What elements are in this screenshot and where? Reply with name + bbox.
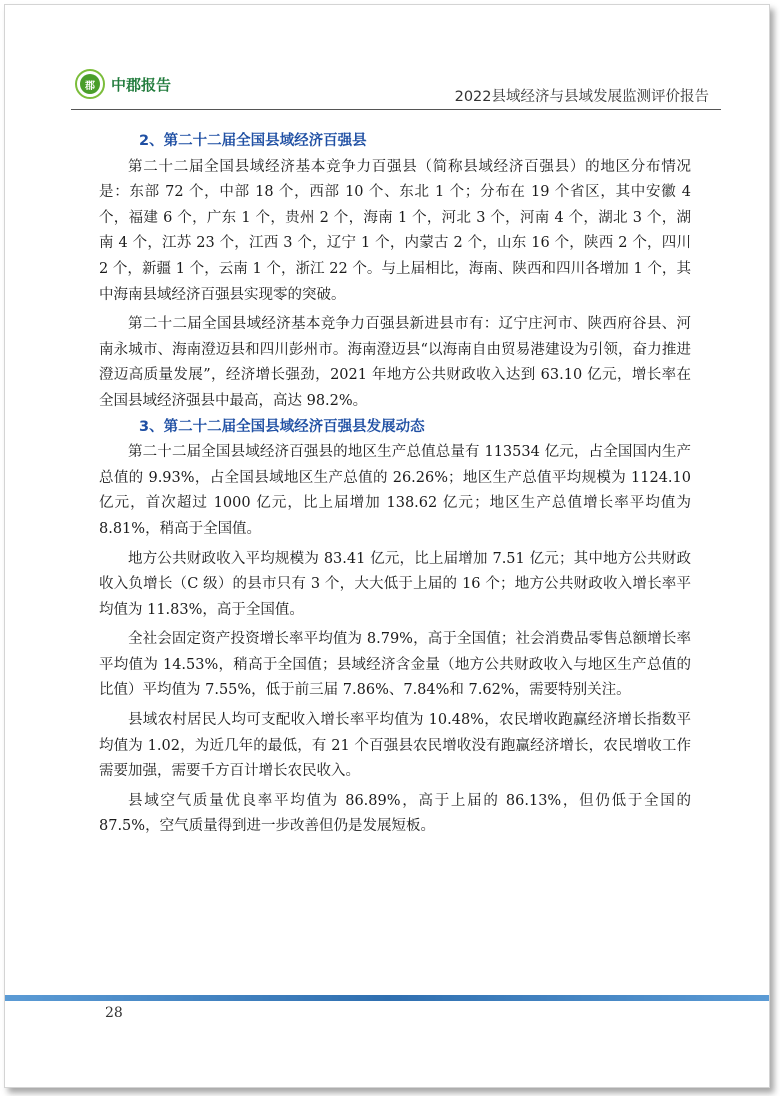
brand-name: 中郡报告	[111, 75, 172, 94]
section-3-heading: 3、第二十二届全国县域经济百强县发展动态	[139, 418, 425, 435]
section-3-paragraph: 县域农村居民人均可支配收入增长率平均值为 10.48%，农民增收跑赢经济增长指数平均值为 1.02，为近几年的最低，有 21 个百强县农民增收没有跑赢经济增长，农民增收工作需要加强，需要千方百计增长农民收入。	[99, 712, 691, 780]
section-2-paragraph: 第二十二届全国县域经济基本竞争力百强县新进县市有：辽宁庄河市、陕西府谷县、河南永城市、海南澄迈县和四川彭州市。海南澄迈县“以海南自由贸易港建设为引领，奋力推进澄迈高质量发展”，经济增长强劲，2021 年地方公共财政收入达到 63.10 亿元，增长率在全国县域经济强县中最高，高达 98.2%。	[99, 316, 691, 409]
report-title: 2022县域经济与县域发展监测评价报告	[454, 89, 709, 105]
document-page	[4, 4, 770, 1088]
footer-bar	[5, 995, 769, 1001]
page-content	[99, 129, 691, 840]
section-3-paragraph: 地方公共财政收入平均规模为 83.41 亿元，比上届增加 7.51 亿元；其中地方公共财政收入负增长（C 级）的县市只有 3 个，大大低于上届的 16 个；地方公共财政收入增长率平均值为 11.83%，高于全国值。	[99, 550, 691, 618]
logo-emblem-icon	[75, 69, 105, 99]
header-divider	[71, 109, 721, 110]
section-2-paragraph: 第二十二届全国县域经济基本竞争力百强县（简称县域经济百强县）的地区分布情况是：东部 72 个，中部 18 个，西部 10 个、东北 1 个；分布在 19 个省区，其中安徽 4 个，福建 6 个，广东 1 个，贵州 2 个，海南 1 个，河北 3 个，河南 4 个，湖北 3 个，湖南 4 个，江苏 23 个，江西 3 个，辽宁 1 个，内蒙古 2 个，山东 16 个，陕西 2 个，四川 2 个，新疆 1 个，云南 1 个，浙江 22 个。与上届相比，海南、陕西和四川各增加 1 个，其中海南县域经济百强县实现零的突破。	[99, 158, 691, 303]
logo-glyph: 郡	[80, 74, 100, 94]
brand-logo	[75, 69, 171, 99]
section-3-paragraph: 县域空气质量优良率平均值为 86.89%，高于上届的 86.13%，但仍低于全国的 87.5%，空气质量得到进一步改善但仍是发展短板。	[99, 792, 691, 835]
section-2-heading: 2、第二十二届全国县域经济百强县	[139, 133, 367, 149]
page-number: 28	[105, 1005, 123, 1021]
section-3-paragraph: 第二十二届全国县域经济百强县的地区生产总值总量有 113534 亿元，占全国国内生产总值的 9.93%，占全国县域地区生产总值的 26.26%；地区生产总值平均规模为 1124.10 亿元，首次超过 1000 亿元，比上届增加 138.62 亿元；地区生产总值增长率平均值为 8.81%，稍高于全国值。	[99, 444, 691, 537]
section-3-paragraph: 全社会固定资产投资增长率平均值为 8.79%，高于全国值；社会消费品零售总额增长率平均值为 14.53%，稍高于全国值；县域经济含金量（地方公共财政收入与地区生产总值的比值）平均值为 7.55%，低于前三届 7.86%、7.84%和 7.62%，需要特别关注。	[99, 631, 691, 699]
